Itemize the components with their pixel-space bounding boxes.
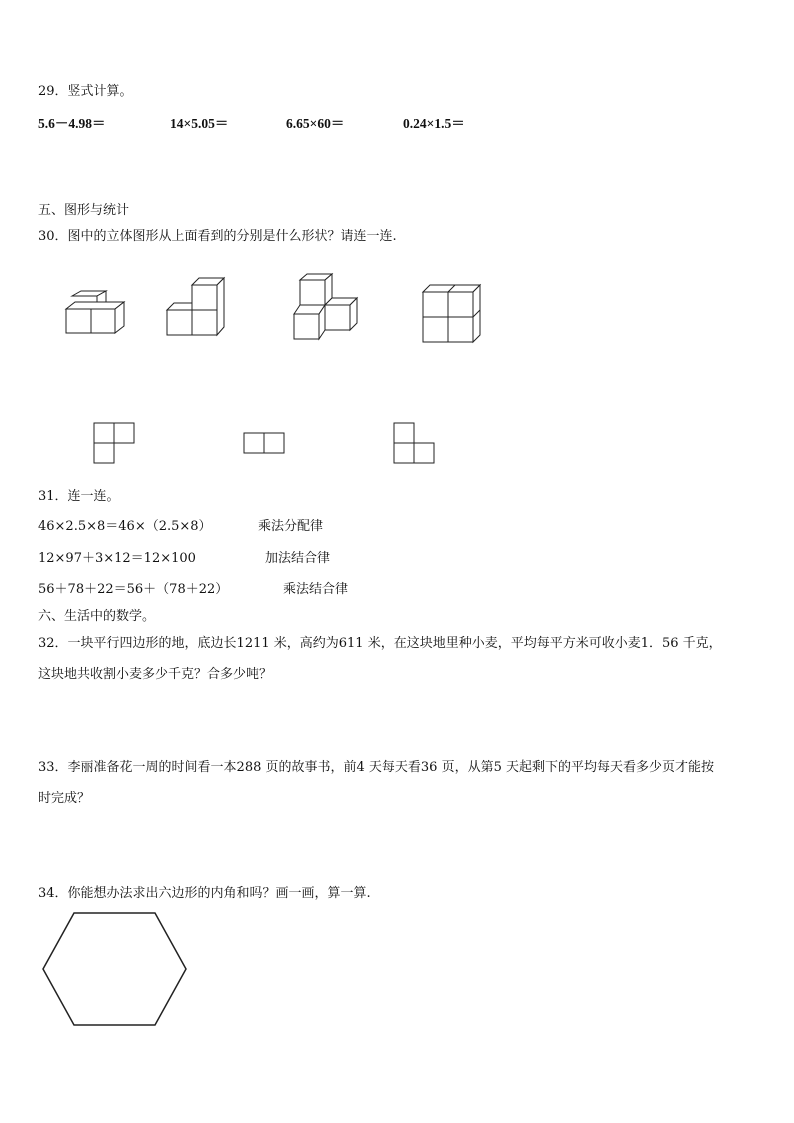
q34-title: 34．你能想办法求出六边形的内角和吗？画一画，算一算. [38, 886, 371, 901]
section5-heading: 五、图形与统计 [38, 203, 130, 218]
q32-line-1: 32．一块平行四边形的地，底边长1211 米，高约为611 米，在这块地里种小麦，平均每平方米可收小麦1．56 千克， [38, 636, 722, 651]
q31-law-3: 乘法结合律 [283, 582, 349, 597]
q31-equation-1: 46×2.5×8＝46×（2.5×8） [38, 519, 212, 534]
q29-item-1: 5.6－4.98＝ [38, 116, 106, 131]
q31-law-1: 乘法分配律 [258, 519, 324, 534]
q31-equation-2: 12×97＋3×12＝12×100 [38, 551, 196, 566]
q33-line-1: 33．李丽准备花一周的时间看一本288 页的故事书，前4 天每天看36 页，从第5 天起剩下的平均每天看多少页才能按 [38, 760, 714, 775]
q32-line-2: 这块地共收割小麦多少千克？合多少吨？ [38, 667, 273, 682]
q31-equation-3: 56＋78＋22＝56＋（78＋22） [38, 582, 229, 597]
q29-item-2: 14×5.05＝ [170, 116, 229, 131]
q29-item-3: 6.65×60＝ [286, 116, 345, 131]
q29-title: 29．竖式计算。 [38, 84, 133, 99]
q33-line-2: 时完成？ [38, 791, 91, 806]
q30-title: 30．图中的立体图形从上面看到的分别是什么形状？请连一连. [38, 229, 397, 244]
q31-law-2: 加法结合律 [265, 551, 331, 566]
section6-heading: 六、生活中的数学。 [38, 609, 156, 624]
q29-item-4: 0.24×1.5＝ [403, 116, 465, 131]
q31-title: 31．连一连。 [38, 489, 120, 504]
